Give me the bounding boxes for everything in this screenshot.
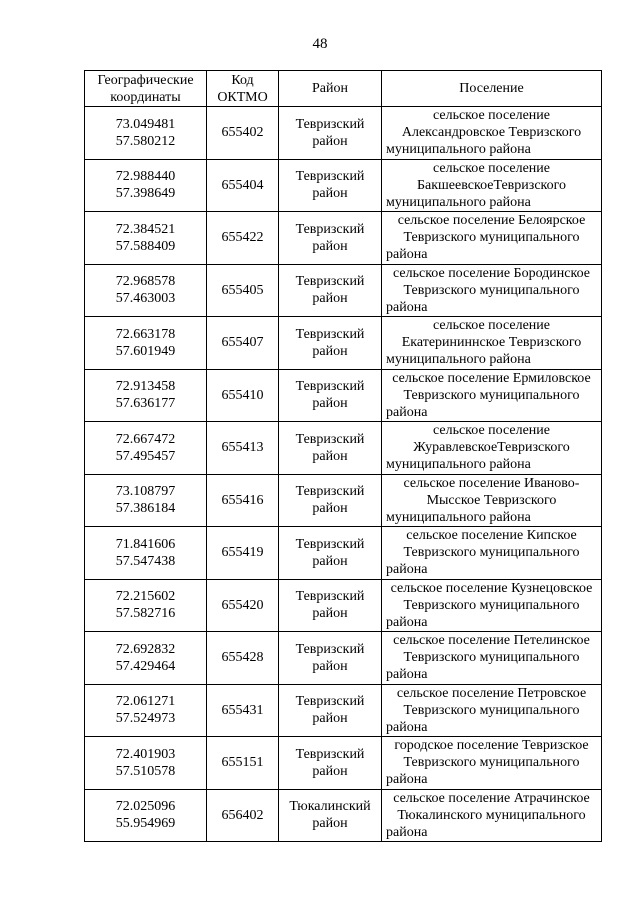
longitude-value: 71.841606: [115, 536, 176, 552]
coordinates-cell: [85, 422, 207, 475]
table-row: [85, 212, 602, 265]
longitude-value: 72.667472: [115, 431, 176, 447]
district-cell: Тевризский район: [279, 212, 382, 265]
district-cell: Тевризский район: [279, 159, 382, 212]
latitude-value: 57.429464: [115, 658, 176, 674]
settlement-cell: городское поселение Тевризское Тевризского муниципального района: [382, 737, 602, 790]
latitude-value: 57.398649: [115, 186, 176, 202]
latitude-value: 57.580212: [115, 133, 176, 149]
district-cell: Тевризский район: [279, 632, 382, 685]
oktmo-cell: 655431: [207, 684, 279, 737]
latitude-value: 57.510578: [115, 763, 176, 779]
table-row: [85, 159, 602, 212]
coordinates-cell: [85, 107, 207, 160]
coordinates-cell: [85, 737, 207, 790]
latitude-value: 57.547438: [115, 553, 176, 569]
longitude-value: 73.049481: [115, 116, 176, 132]
oktmo-cell: 655407: [207, 317, 279, 370]
longitude-value: 72.968578: [115, 274, 176, 290]
oktmo-cell: 655420: [207, 579, 279, 632]
settlement-cell: сельское поселение Белоярское Тевризского муниципального района: [382, 212, 602, 265]
oktmo-cell: 656402: [207, 789, 279, 842]
longitude-value: 73.108797: [115, 484, 176, 500]
coordinates-cell: [85, 527, 207, 580]
table-body: [85, 107, 602, 842]
district-cell: Тевризский район: [279, 527, 382, 580]
oktmo-cell: 655405: [207, 264, 279, 317]
district-cell: Тевризский район: [279, 684, 382, 737]
coordinates-cell: [85, 369, 207, 422]
longitude-value: 72.384521: [115, 221, 176, 237]
settlement-cell: сельское поселение ЖуравлевскоеТевризского муниципального района: [382, 422, 602, 475]
district-cell: Тевризский район: [279, 264, 382, 317]
table-row: [85, 737, 602, 790]
settlement-cell: сельское поселение Петелинское Тевризского муниципального района: [382, 632, 602, 685]
settlement-cell: сельское поселение Кипское Тевризского муниципального района: [382, 527, 602, 580]
latitude-value: 57.601949: [115, 343, 176, 359]
longitude-value: 72.988440: [115, 169, 176, 185]
settlements-table: [84, 70, 602, 842]
page-number: 48: [312, 36, 328, 52]
table-row: [85, 789, 602, 842]
header-district: Район: [279, 71, 382, 107]
longitude-value: 72.025096: [115, 799, 176, 815]
table-row: [85, 632, 602, 685]
district-cell: Тевризский район: [279, 737, 382, 790]
settlement-cell: сельское поселение Ермиловское Тевризского муниципального района: [382, 369, 602, 422]
coordinates-cell: [85, 212, 207, 265]
longitude-value: 72.401903: [115, 746, 176, 762]
coordinates-cell: [85, 579, 207, 632]
oktmo-cell: 655422: [207, 212, 279, 265]
latitude-value: 57.386184: [115, 501, 176, 517]
settlement-cell: сельское поселение Екатерининнское Тевризского муниципального района: [382, 317, 602, 370]
oktmo-cell: 655419: [207, 527, 279, 580]
district-cell: Тевризский район: [279, 107, 382, 160]
latitude-value: 57.524973: [115, 711, 176, 727]
settlement-cell: сельское поселение Петровское Тевризского муниципального района: [382, 684, 602, 737]
table-row: [85, 317, 602, 370]
coordinates-cell: [85, 632, 207, 685]
table-row: [85, 369, 602, 422]
settlement-cell: сельское поселение Кузнецовское Тевризского муниципального района: [382, 579, 602, 632]
latitude-value: 57.463003: [115, 291, 176, 307]
table-row: [85, 474, 602, 527]
coordinates-cell: [85, 264, 207, 317]
settlement-cell: сельское поселение Александровское Тевризского муниципального района: [382, 107, 602, 160]
oktmo-cell: 655416: [207, 474, 279, 527]
longitude-value: 72.663178: [115, 326, 176, 342]
oktmo-cell: 655410: [207, 369, 279, 422]
settlement-cell: сельское поселение БакшеевскоеТевризского муниципального района: [382, 159, 602, 212]
header-settlement: Поселение: [382, 71, 602, 107]
longitude-value: 72.913458: [115, 379, 176, 395]
district-cell: Тевризский район: [279, 474, 382, 527]
table-row: [85, 264, 602, 317]
settlement-cell: сельское поселение Бородинское Тевризского муниципального района: [382, 264, 602, 317]
settlement-cell: сельское поселение Иваново-Мысское Тевризского муниципального района: [382, 474, 602, 527]
table-header-row: [85, 71, 602, 107]
table-row: [85, 422, 602, 475]
coordinates-cell: [85, 684, 207, 737]
coordinates-cell: [85, 789, 207, 842]
district-cell: Тевризский район: [279, 317, 382, 370]
longitude-value: 72.061271: [115, 694, 176, 710]
district-cell: Тевризский район: [279, 422, 382, 475]
longitude-value: 72.692832: [115, 641, 176, 657]
latitude-value: 57.495457: [115, 448, 176, 464]
district-cell: Тевризский район: [279, 579, 382, 632]
latitude-value: 57.582716: [115, 606, 176, 622]
latitude-value: 55.954969: [115, 816, 176, 832]
coordinates-cell: [85, 159, 207, 212]
latitude-value: 57.588409: [115, 238, 176, 254]
table-row: [85, 527, 602, 580]
oktmo-cell: 655402: [207, 107, 279, 160]
longitude-value: 72.215602: [115, 589, 176, 605]
oktmo-cell: 655151: [207, 737, 279, 790]
coordinates-cell: [85, 474, 207, 527]
settlement-cell: сельское поселение Атрачинское Тюкалинского муниципального района: [382, 789, 602, 842]
header-oktmo: Код ОКТМО: [207, 71, 279, 107]
latitude-value: 57.636177: [115, 396, 176, 412]
table-row: [85, 107, 602, 160]
oktmo-cell: 655413: [207, 422, 279, 475]
table-row: [85, 684, 602, 737]
district-cell: Тюкалинский район: [279, 789, 382, 842]
header-coordinates: Географические координаты: [85, 71, 207, 107]
coordinates-cell: [85, 317, 207, 370]
oktmo-cell: 655404: [207, 159, 279, 212]
table-row: [85, 579, 602, 632]
district-cell: Тевризский район: [279, 369, 382, 422]
oktmo-cell: 655428: [207, 632, 279, 685]
